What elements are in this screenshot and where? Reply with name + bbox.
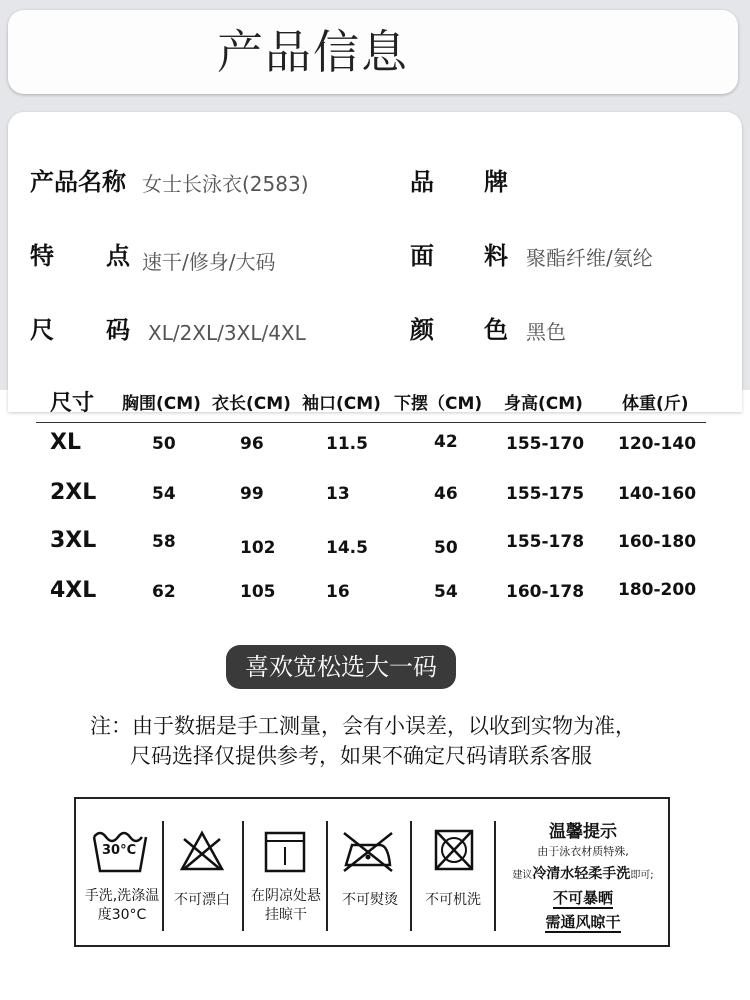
table-cell: 160-178	[506, 582, 585, 602]
attribute-value: 速干/修身/大码	[142, 250, 276, 274]
attribute-value: 黑色	[526, 320, 566, 344]
care-label: 不可熨烫	[342, 892, 398, 908]
table-header-cell: 尺寸	[50, 391, 95, 416]
care-label: 不可机洗	[425, 892, 481, 908]
table-cell: 58	[152, 532, 176, 552]
no-iron-icon	[338, 825, 398, 877]
wash-30c-icon	[90, 825, 150, 877]
attribute-label-part: 牌	[484, 168, 508, 196]
table-cell: 155-175	[506, 484, 585, 504]
attribute-label-part: 尺	[30, 316, 54, 344]
table-cell: 155-178	[506, 532, 585, 552]
care-label: 手洗,洗涤温度30°C	[84, 888, 160, 923]
warm-tip-suffix: 即可;	[630, 870, 654, 881]
table-cell: 160-180	[618, 532, 697, 552]
care-instructions-box	[74, 797, 670, 947]
table-cell: XL	[50, 430, 81, 455]
table-cell: 105	[240, 582, 276, 602]
table-header-cell: 体重(斤)	[622, 394, 689, 414]
wash-temperature-text: 30°C	[102, 843, 137, 858]
warm-tip-main: 冷清水轻柔手洗	[532, 866, 631, 882]
care-label: 在阴凉处悬挂晾干	[251, 888, 321, 923]
table-cell: 42	[434, 432, 458, 452]
attribute-label-part: 特	[30, 242, 54, 270]
size-tip-badge: 喜欢宽松选大一码	[226, 645, 456, 689]
table-cell: 13	[326, 484, 350, 504]
table-cell: 50	[434, 538, 458, 558]
warm-tip-line	[500, 863, 666, 883]
table-cell: 14.5	[326, 538, 368, 558]
table-cell: 140-160	[618, 484, 697, 504]
table-cell: 96	[240, 434, 264, 454]
table-cell: 54	[434, 582, 458, 602]
table-cell: 46	[434, 484, 458, 504]
warm-tip-line: 由于泳衣材质特殊,	[537, 845, 629, 858]
warm-tip-title: 温馨提示	[549, 822, 617, 842]
table-header-cell: 胸围(CM)	[122, 394, 201, 414]
attribute-label-part: 码	[106, 316, 130, 344]
table-cell: 2XL	[50, 480, 97, 505]
attribute-label-part: 品	[410, 168, 434, 196]
table-cell: 16	[326, 582, 350, 602]
warm-tip-line	[500, 911, 666, 932]
warm-tip-line	[500, 887, 666, 908]
table-cell: 102	[240, 538, 276, 558]
attribute-value: XL/2XL/3XL/4XL	[148, 321, 306, 345]
page-title: 产品信息	[217, 25, 409, 79]
attribute-value: 女士长泳衣(2583)	[142, 172, 309, 196]
no-machine-wash-icon	[424, 825, 484, 877]
warm-tip-emphasis: 不可暴晒	[552, 889, 613, 907]
attribute-label-part: 颜	[410, 316, 434, 344]
table-cell: 50	[152, 434, 176, 454]
table-cell: 180-200	[618, 580, 697, 600]
care-divider	[326, 821, 328, 931]
care-divider	[162, 821, 164, 931]
table-header-cell: 袖口(CM)	[302, 394, 381, 414]
attribute-label-part: 点	[106, 242, 130, 270]
attribute-value: 聚酯纤维/氨纶	[526, 246, 653, 270]
warm-tip-prefix: 建议	[512, 870, 533, 881]
attribute-label: 产品名称	[30, 168, 126, 196]
warm-tip-emphasis: 需通风晾干	[545, 913, 621, 931]
attribute-label-part: 色	[484, 316, 508, 344]
product-attributes-card	[8, 112, 742, 412]
table-header-cell: 下摆（CM)	[394, 394, 483, 414]
attribute-label-part: 面	[410, 242, 434, 270]
table-cell: 4XL	[50, 578, 97, 603]
table-header-cell: 身高(CM)	[504, 394, 583, 414]
table-cell: 54	[152, 484, 176, 504]
table-cell: 62	[152, 582, 176, 602]
table-cell: 11.5	[326, 434, 368, 454]
table-cell: 3XL	[50, 528, 97, 553]
title-card	[8, 10, 738, 94]
care-divider	[242, 821, 244, 931]
table-divider	[36, 422, 706, 423]
care-divider	[494, 821, 496, 931]
dry-in-shade-icon	[256, 825, 316, 877]
measurement-note-line: 注：由于数据是手工测量，会有小误差，以收到实物为准，	[90, 714, 636, 738]
table-cell: 155-170	[506, 434, 585, 454]
measurement-note-line: 尺码选择仅提供参考，如果不确定尺码请联系客服	[130, 744, 592, 768]
care-label: 不可漂白	[174, 892, 230, 908]
no-bleach-icon	[172, 825, 232, 877]
table-cell: 120-140	[618, 434, 697, 454]
table-cell: 99	[240, 484, 264, 504]
attribute-label-part: 料	[484, 242, 508, 270]
table-header-cell: 衣长(CM)	[212, 394, 291, 414]
care-divider	[410, 821, 412, 931]
